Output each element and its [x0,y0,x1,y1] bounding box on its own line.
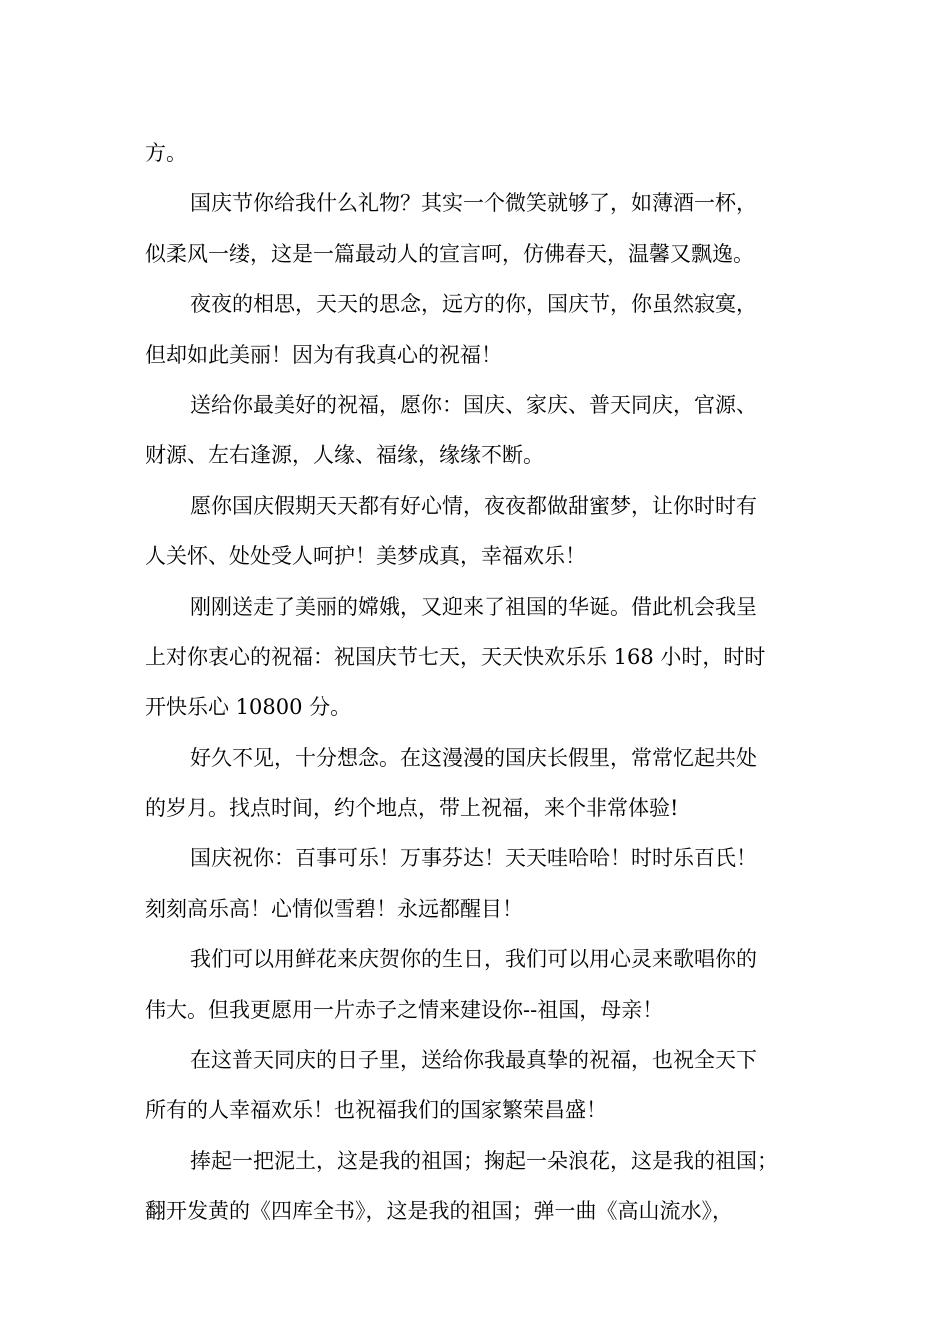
text-line: 财源、左右逢源，人缘、福缘，缘缘不断。 [145,443,544,468]
text-line: 方。 [145,141,187,165]
text-line: 伟大。但我更愿用一片赤子之情来建设你--祖国，母亲！ [145,997,664,1022]
text-line: 刻刻高乐高！心情似雪碧！永远都醒目！ [145,896,523,921]
text-line: 捧起一把泥土，这是我的祖国；掬起一朵浪花，这是我的祖国； [190,1148,778,1173]
text-line: 人关怀、处处受人呵护！美梦成真，幸福欢乐！ [145,544,586,569]
text-line: 上对你衷心的祝福：祝国庆节七天，天天快欢乐乐 168 小时，时时 [145,644,766,669]
text-line: 我们可以用鲜花来庆贺你的生日，我们可以用心灵来歌唱你的 [190,947,757,972]
text-line: 好久不见，十分想念。在这漫漫的国庆长假里，常常忆起共处 [190,745,757,770]
text-line: 开快乐心 10800 分。 [145,695,352,720]
text-line: 的岁月。找点时间，约个地点，带上祝福，来个非常体验! [145,796,679,821]
text-line: 愿你国庆假期天天都有好心情，夜夜都做甜蜜梦，让你时时有 [190,493,757,518]
text-line: 但却如此美丽！因为有我真心的祝福！ [145,342,502,367]
text-line: 国庆节你给我什么礼物？其实一个微笑就够了，如薄酒一杯， [190,191,757,216]
text-line: 所有的人幸福欢乐！也祝福我们的国家繁荣昌盛！ [145,1098,607,1123]
text-line: 国庆祝你：百事可乐！万事芬达！天天哇哈哈！时时乐百氏！ [190,846,757,871]
document-body [145,128,835,1237]
text-line: 在这普天同庆的日子里，送给你我最真挚的祝福，也祝全天下 [190,1048,757,1073]
text-line: 刚刚送走了美丽的嫦娥，又迎来了祖国的华诞。借此机会我呈 [190,594,757,619]
text-line: 送给你最美好的祝福，愿你：国庆、家庆、普天同庆，官源、 [190,392,757,417]
text-line: 似柔风一缕，这是一篇最动人的宣言呵，仿佛春天，温馨又飘逸。 [145,241,754,266]
text-line: 翻开发黄的《四库全书》，这是我的祖国；弹一曲《高山流水》， [145,1199,733,1224]
text-line: 夜夜的相思，天天的思念，远方的你，国庆节，你虽然寂寞， [190,292,757,317]
